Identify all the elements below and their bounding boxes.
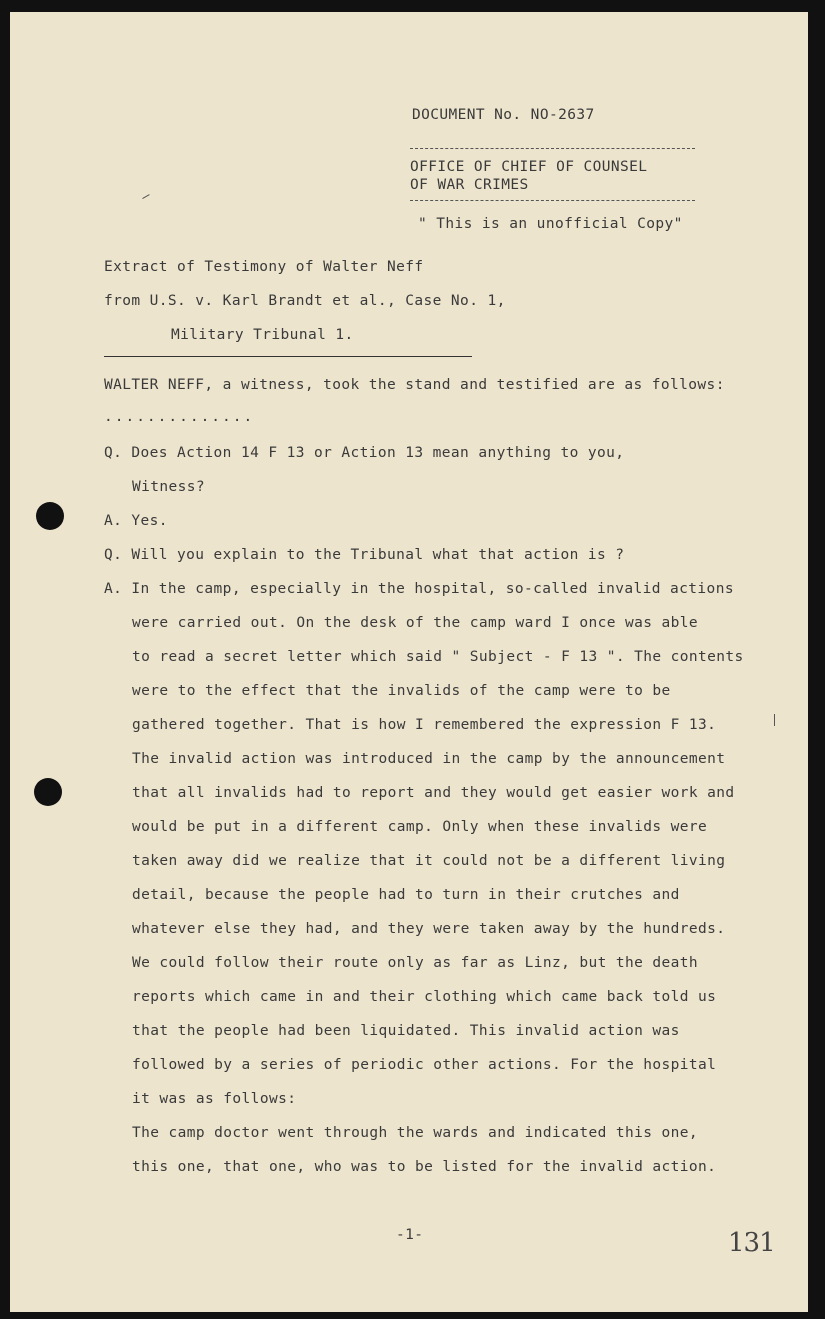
answer-2-line: A. In the camp, especially in the hospital, so-called invalid actions xyxy=(104,581,734,597)
answer-2-line: would be put in a different camp. Only when these invalids were xyxy=(132,819,708,835)
document-page xyxy=(10,12,808,1312)
stray-pen-mark xyxy=(142,194,150,199)
answer-2-line: detail, because the people had to turn in their crutches and xyxy=(132,887,680,903)
question-2: Q. Will you explain to the Tribunal what that action is ? xyxy=(104,547,625,563)
punch-hole-upper xyxy=(36,502,64,530)
stray-margin-mark xyxy=(774,714,775,726)
answer-2-line: The invalid action was introduced in the camp by the announcement xyxy=(132,751,726,767)
answer-1: A. Yes. xyxy=(104,513,168,529)
page-number: -1- xyxy=(396,1227,424,1243)
answer-2-line: gathered together. That is how I remembered the expression F 13. xyxy=(132,717,717,733)
document-number: DOCUMENT No. NO-2637 xyxy=(412,107,595,123)
ellipsis-dots: .............. xyxy=(104,409,255,425)
answer-2-line: to read a secret letter which said " Subject - F 13 ". The contents xyxy=(132,649,744,665)
answer-2-line: were to the effect that the invalids of the camp were to be xyxy=(132,683,671,699)
answer-2-line: it was as follows: xyxy=(132,1091,297,1107)
extract-title: Extract of Testimony of Walter Neff xyxy=(104,259,424,275)
answer-2-line: The camp doctor went through the wards and indicated this one, xyxy=(132,1125,699,1141)
answer-2-line: taken away did we realize that it could not be a different living xyxy=(132,853,726,869)
office-line-2: OF WAR CRIMES xyxy=(410,177,529,193)
handwritten-page-stamp: 131 xyxy=(728,1228,775,1258)
header-dashed-rule-top xyxy=(410,148,695,149)
answer-2-line: followed by a series of periodic other actions. For the hospital xyxy=(132,1057,717,1073)
unofficial-copy-note: " This is an unofficial Copy" xyxy=(418,216,683,232)
question-1-line-2: Witness? xyxy=(132,479,206,495)
punch-hole-lower xyxy=(34,778,62,806)
answer-2-line: that all invalids had to report and they would get easier work and xyxy=(132,785,735,801)
answer-2-line: were carried out. On the desk of the camp ward I once was able xyxy=(132,615,699,631)
witness-intro: WALTER NEFF, a witness, took the stand and testified are as follows: xyxy=(104,377,725,393)
intro-underline xyxy=(104,356,472,357)
answer-2-line: We could follow their route only as far as Linz, but the death xyxy=(132,955,699,971)
header-dashed-rule-bottom xyxy=(410,200,695,201)
case-reference: from U.S. v. Karl Brandt et al., Case No. 1, xyxy=(104,293,506,309)
answer-2-line: that the people had been liquidated. This invalid action was xyxy=(132,1023,680,1039)
answer-2-line: this one, that one, who was to be listed for the invalid action. xyxy=(132,1159,717,1175)
office-line-1: OFFICE OF CHIEF OF COUNSEL xyxy=(410,159,648,175)
answer-2-line: whatever else they had, and they were taken away by the hundreds. xyxy=(132,921,726,937)
question-1-line-1: Q. Does Action 14 F 13 or Action 13 mean anything to you, xyxy=(104,445,625,461)
answer-2-line: reports which came in and their clothing which came back told us xyxy=(132,989,717,1005)
tribunal-name: Military Tribunal 1. xyxy=(171,327,354,343)
